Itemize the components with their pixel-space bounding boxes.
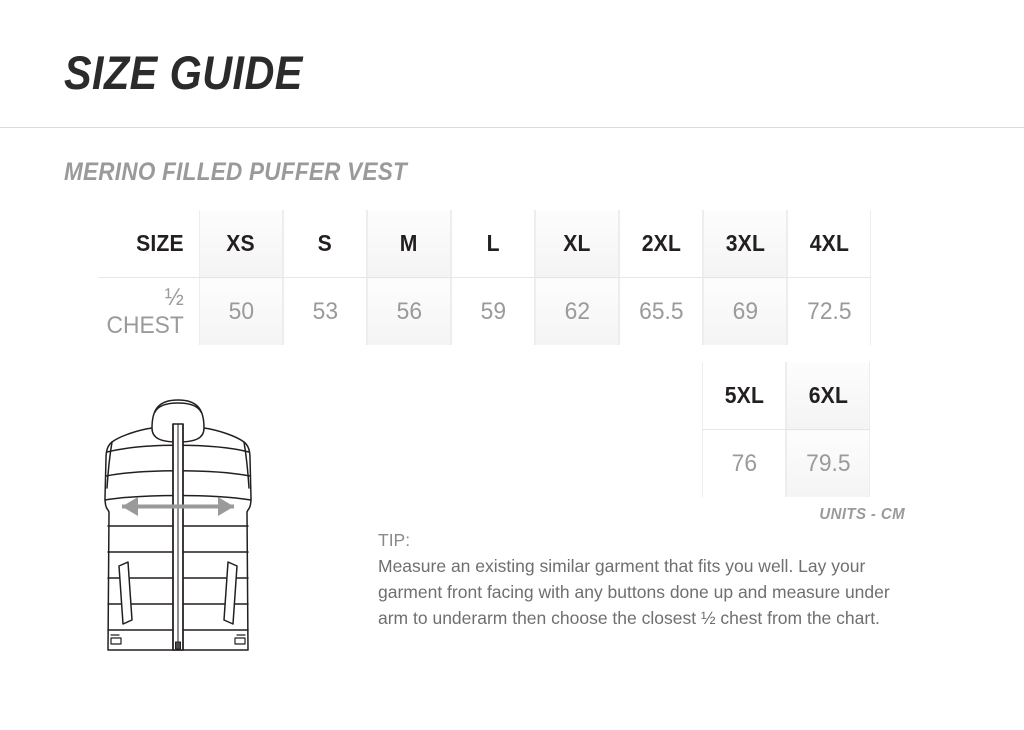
header-cell-l: [451, 210, 535, 278]
value-cell-5xl: [702, 430, 786, 498]
value-cell-l-text: 59: [480, 297, 506, 325]
header-cell-3xl-text: 3XL: [725, 230, 765, 256]
header-divider: [0, 127, 1024, 128]
value-cell-xl: [535, 278, 619, 346]
row-label-size: [99, 210, 199, 278]
header-cell-m: [367, 210, 451, 278]
value-cell-6xl: [786, 430, 870, 498]
tip-body: Measure an existing similar garment that fits you well. Lay your garment front facing with any buttons done up and measure under arm to underarm then choose the closest ½ chest from the chart.: [378, 556, 890, 628]
value-cell-2xl-text: 65.5: [638, 297, 684, 325]
product-name: MERINO FILLED PUFFER VEST: [64, 158, 408, 186]
table-row-half-chest: [99, 278, 871, 346]
header-cell-4xl-text: 4XL: [809, 230, 849, 256]
header-cell-xs: [199, 210, 283, 278]
value-cell-4xl: [787, 278, 871, 346]
header-cell-4xl: [787, 210, 871, 278]
header-cell-6xl: [786, 362, 870, 430]
header-cell-3xl: [703, 210, 787, 278]
tip-block: [378, 527, 923, 631]
value-cell-2xl: [619, 278, 703, 346]
row-label-half-chest-text: ½ CHEST: [106, 283, 184, 339]
value-cell-m: [367, 278, 451, 346]
table-row-size-headers-extended: [702, 362, 870, 430]
tip-label: TIP:: [378, 530, 411, 550]
size-chart-primary: [99, 210, 871, 345]
header-cell-5xl-text: 5XL: [724, 382, 764, 408]
value-cell-4xl-text: 72.5: [806, 297, 852, 325]
puffer-vest-illustration: [88, 380, 268, 670]
value-cell-xs: [199, 278, 283, 346]
header-cell-l-text: L: [486, 230, 500, 256]
page-title: SIZE GUIDE: [64, 46, 303, 99]
puffer-vest-front-view-icon: [88, 380, 268, 670]
header-cell-s-text: S: [317, 230, 333, 256]
header-cell-5xl: [702, 362, 786, 430]
value-cell-s-text: 53: [312, 297, 338, 325]
header-cell-m-text: M: [400, 230, 418, 256]
header-cell-xl-text: XL: [563, 230, 591, 256]
row-label-half-chest: [99, 278, 199, 346]
value-cell-6xl-text: 79.5: [805, 449, 851, 477]
header-cell-2xl: [619, 210, 703, 278]
value-cell-xs-text: 50: [228, 297, 254, 325]
row-label-size-text: SIZE: [136, 230, 184, 256]
value-cell-s: [283, 278, 367, 346]
header-cell-6xl-text: 6XL: [808, 382, 848, 408]
value-cell-xl-text: 62: [564, 297, 590, 325]
units-caption: UNITS - CM: [819, 506, 905, 523]
value-cell-l: [451, 278, 535, 346]
header-cell-xs-text: XS: [226, 230, 256, 256]
header-cell-2xl-text: 2XL: [641, 230, 681, 256]
header-cell-s: [283, 210, 367, 278]
table-row-size-headers: [99, 210, 871, 278]
table-row-half-chest-extended: [702, 430, 870, 498]
header-cell-xl: [535, 210, 619, 278]
value-cell-3xl: [703, 278, 787, 346]
value-cell-5xl-text: 76: [731, 449, 757, 477]
value-cell-3xl-text: 69: [732, 297, 758, 325]
size-chart-extended: [702, 362, 870, 497]
value-cell-m-text: 56: [396, 297, 422, 325]
